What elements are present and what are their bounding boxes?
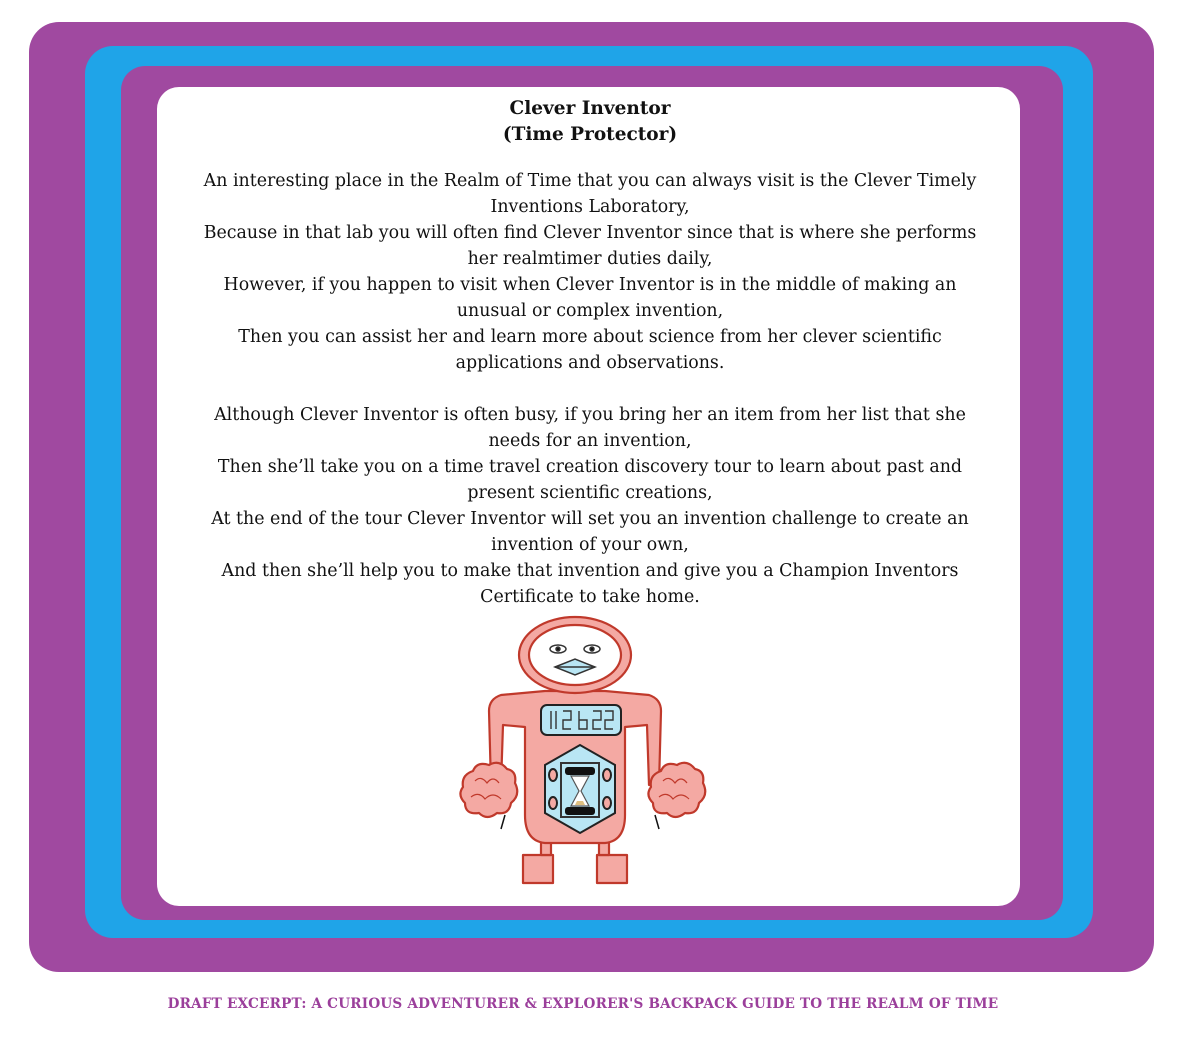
robot-inventor-illustration	[455, 615, 715, 895]
text-line: Then she’ll take you on a time travel creation discovery tour to learn about past and	[217, 457, 963, 477]
text-line: Then you can assist her and learn more about science from her clever scientific	[238, 327, 942, 347]
page-content	[170, 96, 1010, 610]
text-line: At the end of the tour Clever Inventor will set you an invention challenge to create an	[211, 509, 969, 529]
text-line: An interesting place in the Realm of Time that you can always visit is the Clever Timely	[203, 171, 977, 191]
paragraph-1	[170, 168, 1010, 376]
text-line: applications and observations.	[455, 353, 725, 373]
text-line: present scientific creations,	[467, 483, 713, 503]
footer-caption: DRAFT EXCERPT: A CURIOUS ADVENTURER & EXPLORER'S BACKPACK GUIDE TO THE REALM OF TIME	[167, 996, 999, 1012]
text-line: Certificate to take home.	[480, 587, 700, 607]
text-line: invention of your own,	[491, 535, 689, 555]
text-line: unusual or complex invention,	[456, 301, 724, 321]
page-title: Clever Inventor	[509, 98, 671, 119]
text-line: However, if you happen to visit when Clever Inventor is in the middle of making an	[223, 275, 957, 295]
text-line: her realmtimer duties daily,	[467, 249, 713, 269]
paragraph-2	[170, 402, 1010, 610]
text-line: Inventions Laboratory,	[490, 197, 690, 217]
text-line: Although Clever Inventor is often busy, if you bring her an item from her list that she	[214, 405, 966, 425]
page-subtitle: (Time Protector)	[502, 124, 678, 145]
robot-inventor-icon	[455, 615, 715, 895]
text-line: Because in that lab you will often find Clever Inventor since that is where she performs	[203, 223, 977, 243]
text-line: needs for an invention,	[488, 431, 692, 451]
text-line: And then she’ll help you to make that invention and give you a Champion Inventors	[221, 561, 959, 581]
